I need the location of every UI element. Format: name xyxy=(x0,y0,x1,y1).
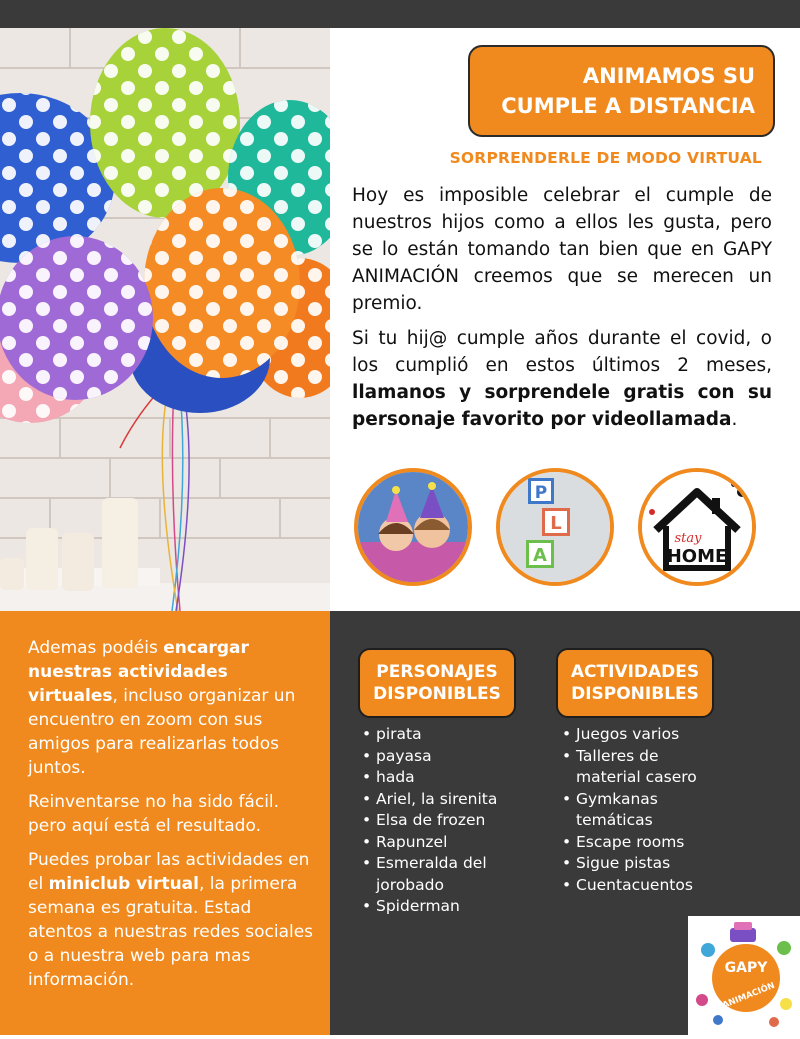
actividades-title-1: ACTIVIDADES xyxy=(570,662,700,682)
actividad-item: • Sigue pistas xyxy=(560,853,710,875)
personajes-title-1: PERSONAJES xyxy=(376,662,498,682)
left-p3-bold: miniclub virtual xyxy=(48,874,199,894)
actividad-item: • Gymkanas temáticas xyxy=(560,789,710,832)
intro-p2-start: Si tu hij@ cumple años durante el covid, o los cumplió en estos últimos 2 meses, xyxy=(352,328,772,376)
balloons-illustration xyxy=(0,28,330,611)
intro-text xyxy=(352,182,772,441)
personaje-item: • Elsa de frozen xyxy=(360,810,530,832)
title-box xyxy=(468,45,775,137)
personaje-item: • payasa xyxy=(360,746,530,768)
left-p1-bold: encargar nuestras actividades virtuales xyxy=(28,638,249,706)
actividades-heading xyxy=(556,648,714,718)
personaje-item: • Spiderman xyxy=(360,896,530,918)
left-paragraph-3 xyxy=(28,848,320,992)
home-text: HOME xyxy=(666,546,728,567)
personaje-item: • hada xyxy=(360,767,530,789)
left-paragraph-2: Reinventarse no ha sido fácil. pero aquí está el resultado. xyxy=(28,792,280,836)
stay-home-icon xyxy=(638,468,756,586)
personajes-heading xyxy=(358,648,516,718)
letter-blocks-photo xyxy=(496,468,614,586)
logo-line-1: GAPY xyxy=(724,960,768,976)
left-p3-end: , la primera semana es gratuita. Estad atentos a nuestras redes sociales o a nuestra web para mas información. xyxy=(28,874,314,990)
personaje-item: • Rapunzel xyxy=(360,832,530,854)
title-line-2: CUMPLE A DISTANCIA xyxy=(501,94,755,118)
left-p1-end: , incluso organizar un encuentro en zoom con sus amigos para realizarlas todos juntos. xyxy=(28,686,296,778)
personaje-item: • pirata xyxy=(360,724,530,746)
intro-p2-bold: llamanos y sorprendele gratis con su personaje favorito por videollamada xyxy=(352,382,772,430)
logo-graphic xyxy=(688,916,800,1035)
subtitle: SORPRENDERLE DE MODO VIRTUAL xyxy=(449,149,762,167)
actividad-item: • Escape rooms xyxy=(560,832,710,854)
top-bar xyxy=(0,0,800,28)
block-letter-p: P xyxy=(534,483,548,503)
actividad-item: • Juegos varios xyxy=(560,724,710,746)
intro-paragraph-1: Hoy es imposible celebrar el cumple de nuestros hijos como a ellos les gusta, pero se lo están tomando tan bien que en GAPY ANIMACIÓN creemos que se merecen un premio. xyxy=(352,185,772,314)
actividad-item: • Cuentacuentos xyxy=(560,875,710,897)
block-letter-l: L xyxy=(550,513,562,534)
block-letter-a: A xyxy=(533,545,547,566)
personaje-item: • Ariel, la sirenita xyxy=(360,789,530,811)
actividad-item: • Talleres de material casero xyxy=(560,746,710,789)
letter-blocks-illustration xyxy=(500,472,610,582)
left-p3-start: Puedes probar las actividades en el xyxy=(28,850,310,894)
gapy-animacion-logo xyxy=(688,916,800,1035)
house-icon xyxy=(642,472,752,582)
intro-paragraph-2 xyxy=(352,325,772,433)
personajes-list xyxy=(360,724,530,918)
logo-line-2: ANIMACIÓN xyxy=(721,980,777,1011)
intro-p2-end: . xyxy=(731,409,738,430)
title-line-1: ANIMAMOS SU xyxy=(582,64,755,88)
balloons-photo xyxy=(0,28,330,611)
left-p1-start: Ademas podéis xyxy=(28,638,164,658)
actividades-list xyxy=(560,724,710,896)
kids-party-photo xyxy=(354,468,472,586)
personajes-title-2: DISPONIBLES xyxy=(373,684,501,704)
stay-text: stay xyxy=(674,531,702,546)
left-paragraph-1 xyxy=(28,636,320,780)
actividades-title-2: DISPONIBLES xyxy=(571,684,699,704)
personaje-item: • Esmeralda del jorobado xyxy=(360,853,530,896)
virtual-activities-text xyxy=(28,636,320,1002)
kids-party-illustration xyxy=(358,472,468,582)
